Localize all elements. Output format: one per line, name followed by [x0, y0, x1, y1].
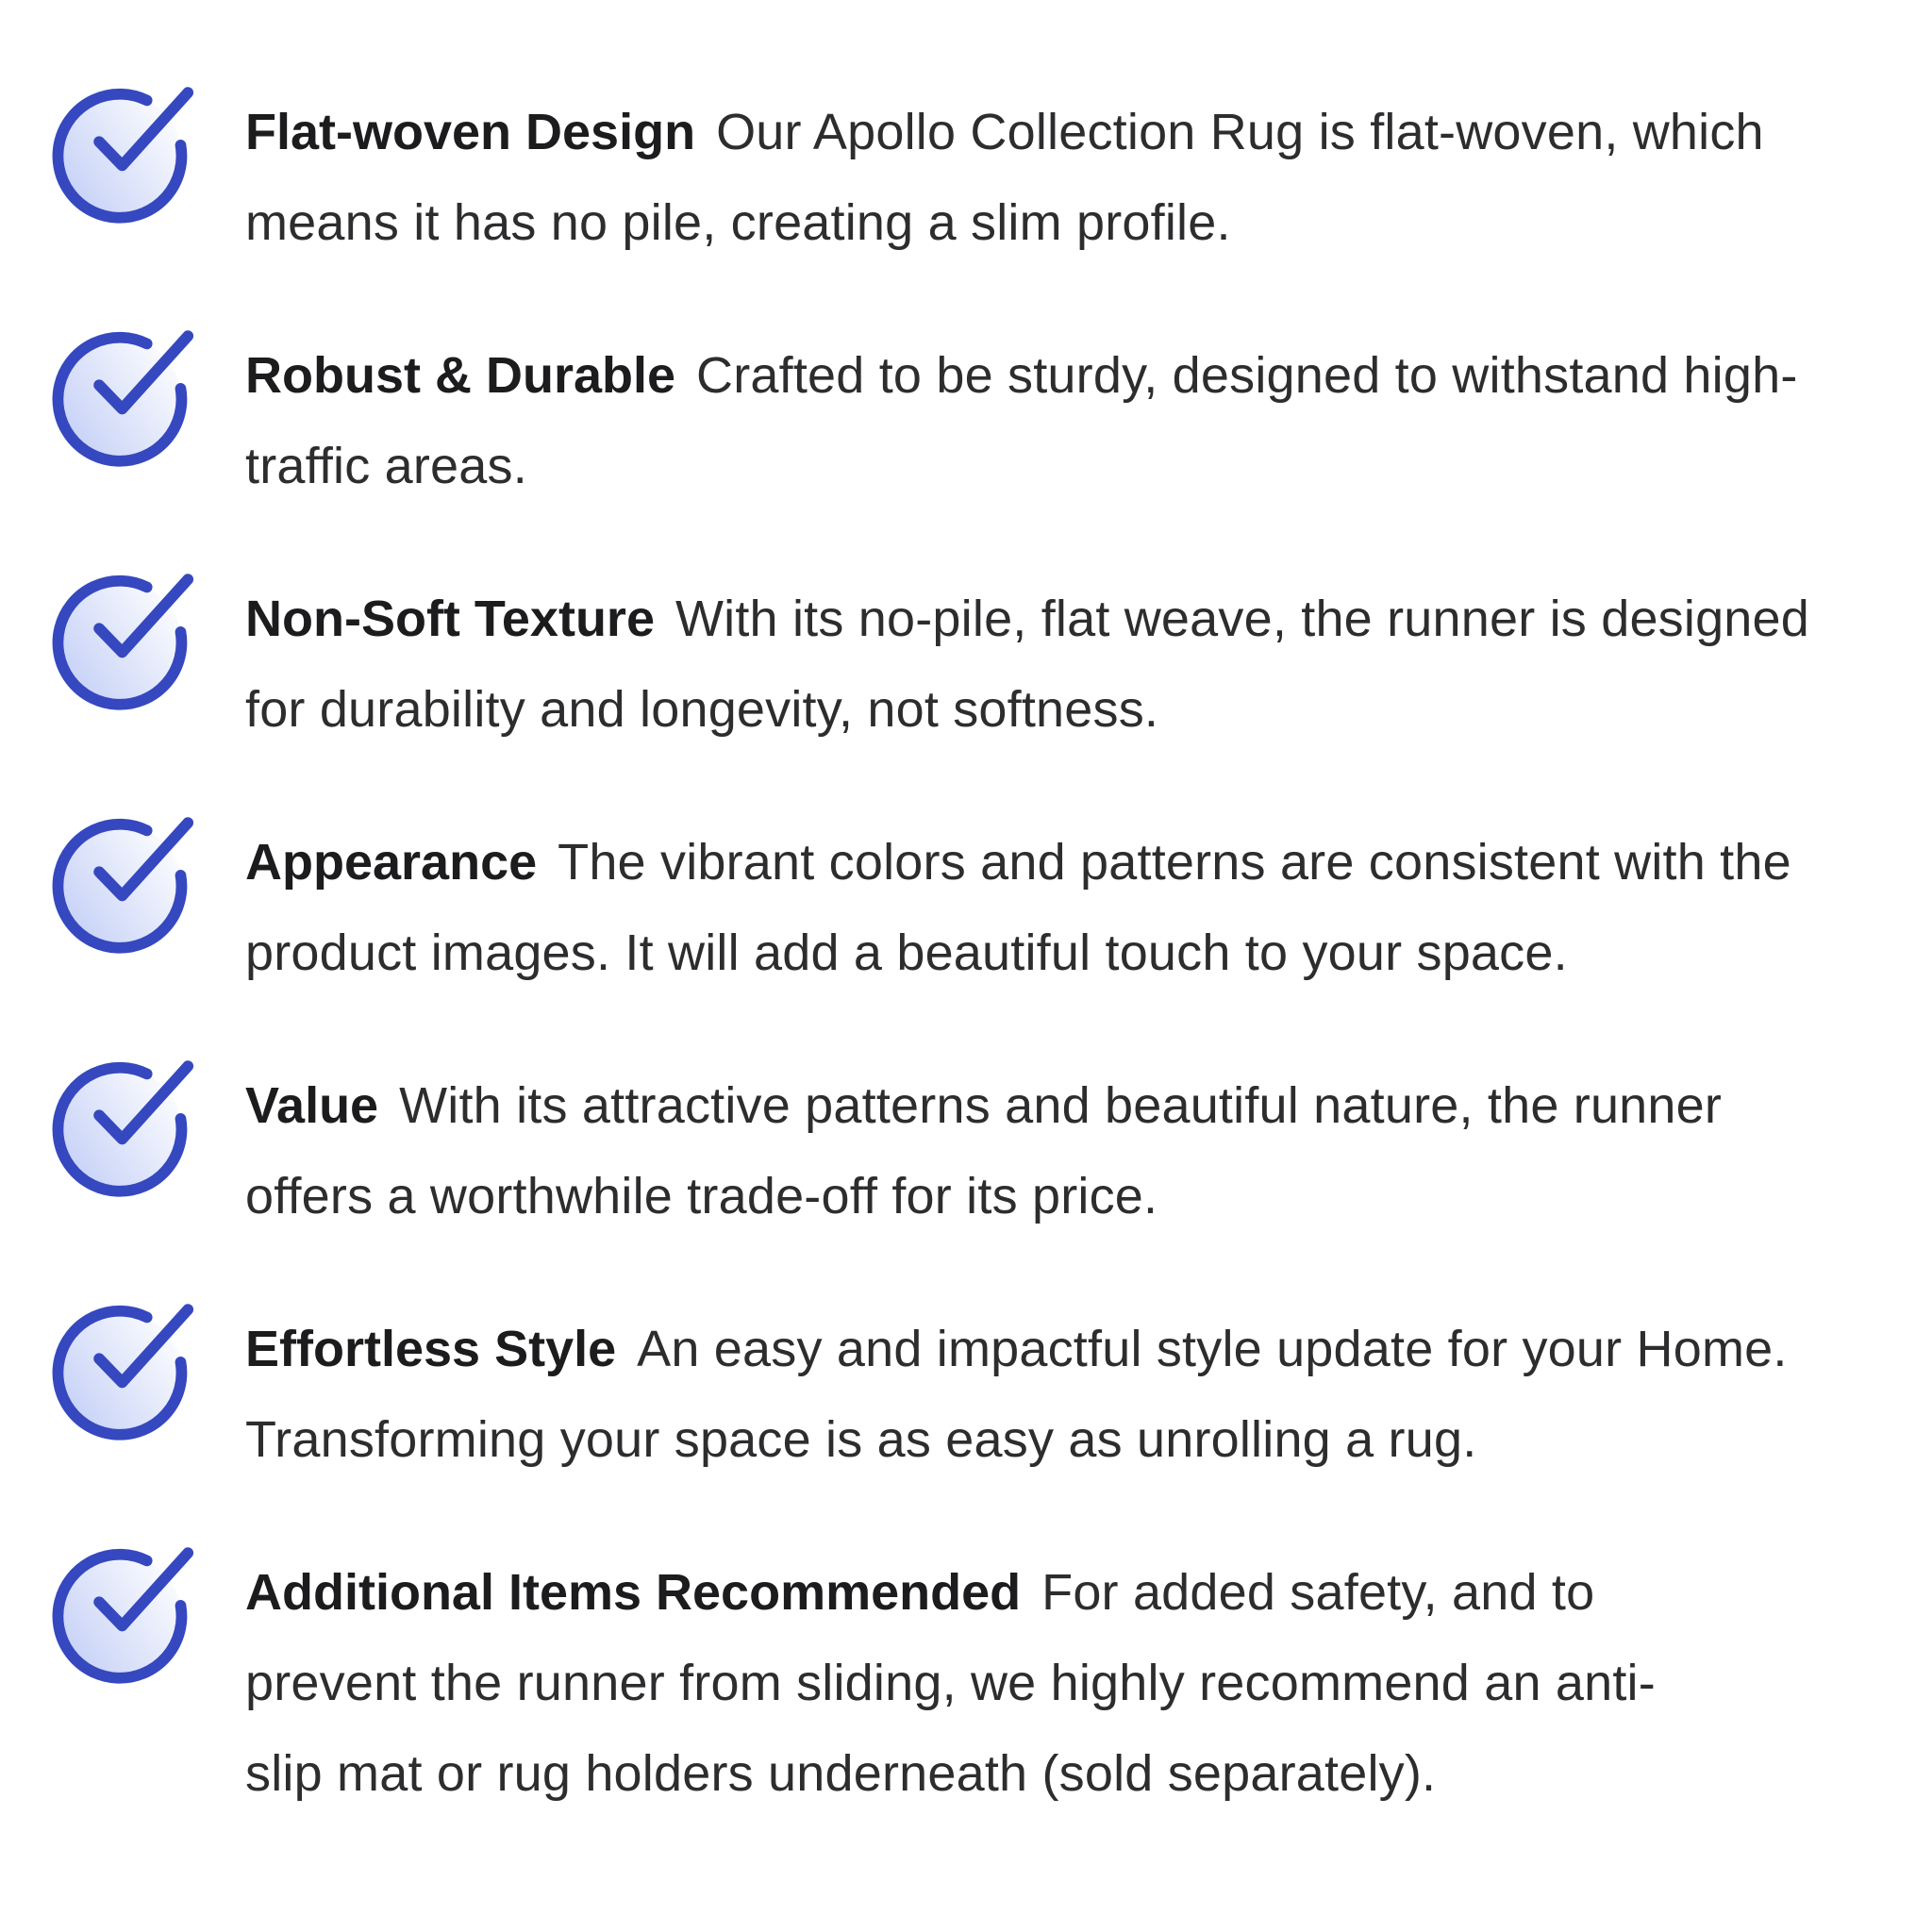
feature-text [245, 1304, 1849, 1485]
feature-item [45, 87, 1887, 268]
feature-description: With its no-pile, flat weave, the runner is designed for durability and longevity, not softness. [245, 591, 1809, 738]
feature-description: With its attractive patterns and beautiful nature, the runner offers a worthwhile trade-off for its price. [245, 1077, 1723, 1224]
feature-item [45, 1547, 1887, 1819]
feature-title: Value [245, 1077, 379, 1134]
check-circle-icon [45, 1534, 204, 1692]
feature-text [245, 1547, 1717, 1819]
feature-description: Crafted to be sturdy, designed to withstand high-traffic areas. [245, 347, 1798, 494]
feature-text [245, 817, 1849, 998]
feature-item [45, 1060, 1887, 1241]
feature-text [245, 87, 1849, 268]
feature-title: Non-Soft Texture [245, 591, 655, 647]
feature-text [245, 574, 1849, 755]
feature-item [45, 1304, 1887, 1485]
check-circle-icon [45, 1291, 204, 1449]
check-circle-icon [45, 804, 204, 962]
feature-text [245, 330, 1849, 511]
feature-text [245, 1060, 1849, 1241]
feature-title: Appearance [245, 834, 538, 891]
feature-item [45, 574, 1887, 755]
check-circle-icon [45, 1047, 204, 1206]
feature-title: Effortless Style [245, 1321, 617, 1377]
feature-item [45, 330, 1887, 511]
check-circle-icon [45, 560, 204, 719]
check-circle-icon [45, 74, 204, 232]
feature-item [45, 817, 1887, 998]
feature-description: Our Apollo Collection Rug is flat-woven, which means it has no pile, creating a slim profile. [245, 104, 1764, 251]
check-circle-icon [45, 317, 204, 475]
feature-title: Flat-woven Design [245, 104, 696, 160]
feature-description: The vibrant colors and patterns are consistent with the product images. It will add a beautiful touch to your space. [245, 834, 1791, 981]
feature-description: For added safety, and to prevent the runner from sliding, we highly recommend an anti-slip mat or rug holders underneath (sold separately). [245, 1564, 1656, 1802]
feature-title: Additional Items Recommended [245, 1564, 1022, 1621]
feature-title: Robust & Durable [245, 347, 676, 404]
feature-description: An easy and impactful style update for your Home. Transforming your space is as easy as unrolling a rug. [245, 1321, 1788, 1468]
